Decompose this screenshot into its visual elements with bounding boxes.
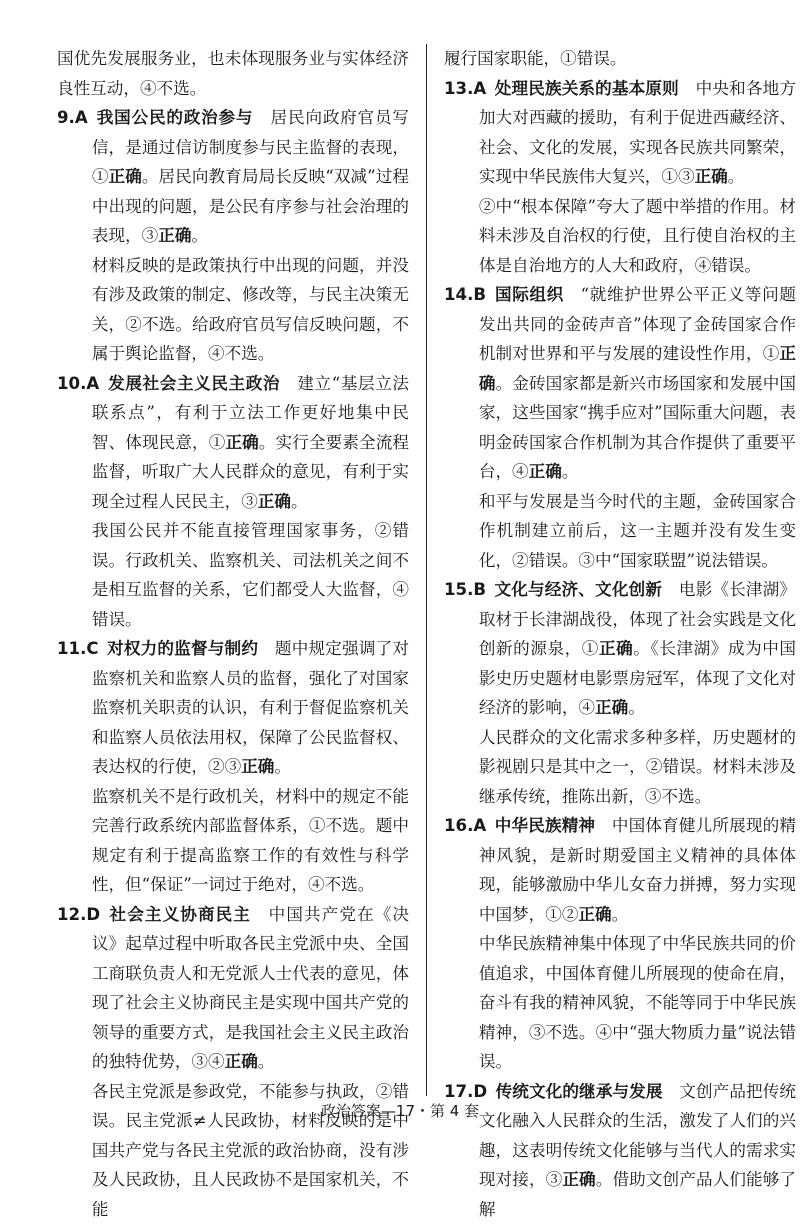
explanation-text: 。 (628, 698, 645, 717)
answer-item-17-d (444, 1077, 796, 1224)
left-column (57, 44, 409, 1224)
correct-mark: 正确 (258, 492, 291, 511)
explanation-continuation: 和平与发展是当今时代的主题，金砖国家合作机制建立前后，这一主题并没有发生变化，②错误。③中“国家联盟”说法错误。 (444, 487, 796, 576)
lead-text: 国优先发展服务业，也未体现服务业与实体经济良性互动，④不选。 (57, 44, 409, 103)
topic-label: 发展社会主义民主政治 (108, 374, 281, 393)
explanation-text: 。 (562, 462, 579, 481)
explanation-text: 。 (728, 167, 745, 186)
answer-number: 14.B (444, 285, 486, 304)
explanation-text: “就维护世界公平正义等问题发出共同的金砖声音”体现了金砖国家合作机制对世界和平与发展的建设性作用，① (479, 285, 796, 363)
correct-mark: 正确 (695, 167, 728, 186)
explanation-text: 中国体育健儿所展现的精神风貌，是新时期爱国主义精神的具体体现，能够激励中华儿女奋力拼搏，努力实现中国梦，①② (479, 816, 796, 924)
page-footer: 政治答案—17・第 4 套 (0, 1100, 800, 1121)
explanation-continuation: 中华民族精神集中体现了中华民族共同的价值追求，中国体育健儿所展现的使命在肩，奋斗有我的精神风貌，不能等同于中华民族精神，③不选。④中“强大物质力量”说法错误。 (444, 929, 796, 1077)
correct-mark: 正确 (241, 757, 274, 776)
explanation-text: 。居民向教育局局长反映“双减”过程中出现的问题，是公民有序参与社会治理的表现，③ (92, 167, 409, 245)
explanation-text: 。借助文创产品人们能够了解 (479, 1170, 796, 1219)
answer-number: 15.B (444, 580, 486, 599)
explanation-text: 。《长津湖》成为中国影史历史题材电影票房冠军，体现了文化对经济的影响，④ (479, 639, 796, 717)
explanation-text: 。 (612, 905, 629, 924)
explanation-text: 中国共产党在《决议》起草过程中听取各民主党派中央、全国工商联负责人和无党派人士代表的意见，体现了社会主义协商民主是实现中国共产党的领导的重要方式，是我国社会主义民主政治的独特优势，③④ (92, 905, 409, 1072)
topic-label: 中华民族精神 (495, 816, 596, 835)
explanation-text: 居民向政府官员写信，是通过信访制度参与民主监督的表现，① (92, 108, 409, 186)
answer-item-15-b (444, 575, 796, 723)
explanation-text: 文创产品把传统文化融入人民群众的生活，激发了人们的兴趣，这表明传统文化能够与当代人的需求实现对接，③ (479, 1082, 796, 1190)
answer-item-12-d (57, 900, 409, 1077)
answer-item-10-a (57, 369, 409, 517)
answer-number: 10.A (57, 374, 99, 393)
correct-mark: 正确 (225, 433, 258, 452)
answer-number: 11.C (57, 639, 99, 658)
answer-number: 12.D (57, 905, 100, 924)
correct-mark: 正确 (578, 905, 611, 924)
explanation-text: 。 (274, 757, 291, 776)
explanation-text: 题中规定强调了对监察机关和监察人员的监督，强化了对国家监察机关职责的认识，有利于督促监察机关和监察人员依法用权，保障了公民监督权、表达权的行使，②③ (92, 639, 409, 776)
correct-mark: 正确 (562, 1170, 595, 1189)
correct-mark: 正确 (529, 462, 562, 481)
topic-label: 国际组织 (494, 285, 564, 304)
answer-number: 16.A (444, 816, 486, 835)
explanation-continuation: 材料反映的是政策执行中出现的问题，并没有涉及政策的制定、修改等，与民主决策无关，②不选。给政府官员写信反映问题，不属于舆论监督，④不选。 (57, 251, 409, 369)
explanation-text: 中央和各地方加大对西藏的援助，有利于促进西藏经济、社会、文化的发展，实现各民族共同繁荣，实现中华民族伟大复兴，①③ (479, 79, 796, 187)
topic-label: 传统文化的继承与发展 (495, 1082, 662, 1101)
explanation-continuation: 监察机关不是行政机关，材料中的规定不能完善行政系统内部监督体系，①不选。题中规定有利于提高监察工作的有效性与科学性，但“保证”一词过于绝对，④不选。 (57, 782, 409, 900)
topic-label: 对权力的监督与制约 (107, 639, 258, 658)
topic-label: 处理民族关系的基本原则 (495, 79, 679, 98)
explanation-text: 。 (191, 226, 208, 245)
lead-text: 履行国家职能，①错误。 (444, 44, 796, 74)
explanation-continuation: ②中“根本保障”夸大了题中举措的作用。材料未涉及自治权的行使，且行使自治权的主体是自治地方的人大和政府，④错误。 (444, 192, 796, 281)
explanation-continuation: 我国公民并不能直接管理国家事务，②错误。行政机关、监察机关、司法机关之间不是相互监督的关系，它们都受人大监督，④错误。 (57, 516, 409, 634)
answer-item-16-a (444, 811, 796, 929)
correct-mark: 正确 (595, 698, 628, 717)
answer-number: 9.A (57, 108, 88, 127)
answer-item-11-c (57, 634, 409, 782)
correct-mark: 正确 (479, 344, 796, 393)
explanation-text: 。 (258, 1052, 275, 1071)
correct-mark: 正确 (109, 167, 142, 186)
explanation-text: 电影《长津湖》取材于长津湖战役，体现了社会实践是文化创新的源泉，① (479, 580, 796, 658)
answer-number: 13.A (444, 79, 486, 98)
answer-number: 17.D (444, 1082, 487, 1101)
topic-label: 我国公民的政治参与 (96, 108, 253, 127)
explanation-text: 。实行全要素全流程监督，听取广大人民群众的意见，有利于实现全过程人民民主，③ (92, 433, 409, 511)
correct-mark: 正确 (158, 226, 191, 245)
explanation-text: 。金砖国家都是新兴市场国家和发展中国家，这些国家“携手应对”国际重大问题，表明金砖国家合作机制为其合作提供了重要平台，④ (479, 374, 796, 482)
topic-label: 文化与经济、文化创新 (494, 580, 662, 599)
column-divider (426, 44, 427, 1096)
answer-item-14-b (444, 280, 796, 487)
topic-label: 社会主义协商民主 (108, 905, 251, 924)
answer-item-9-a (57, 103, 409, 251)
right-column (444, 44, 796, 1224)
explanation-text: 。 (291, 492, 308, 511)
correct-mark: 正确 (225, 1052, 258, 1071)
explanation-continuation: 各民主党派是参政党，不能参与执政，②错误。民主党派≠人民政协，材料反映的是中国共产党与各民主党派的政治协商，没有涉及人民政协，且人民政协不是国家机关，不能 (57, 1077, 409, 1224)
explanation-text: 建立“基层立法联系点”，有利于立法工作更好地集中民智、体现民意，① (92, 374, 409, 452)
explanation-continuation: 人民群众的文化需求多种多样，历史题材的影视剧只是其中之一，②错误。材料未涉及继承传统，推陈出新，③不选。 (444, 723, 796, 812)
correct-mark: 正确 (599, 639, 633, 658)
answer-item-13-a (444, 74, 796, 192)
